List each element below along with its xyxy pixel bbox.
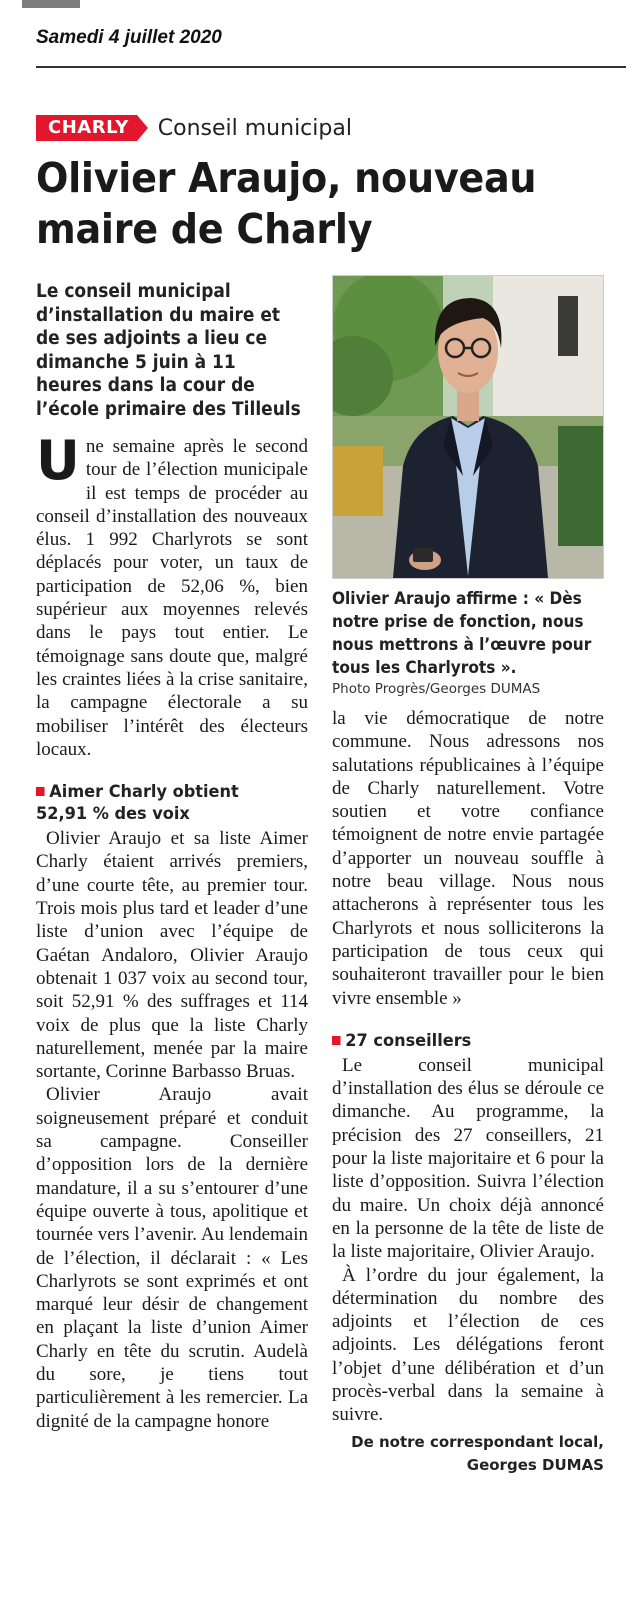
portrait-illustration xyxy=(333,276,603,578)
body-paragraph: Olivier Araujo et sa liste Aimer Charly étaient arrivés premiers, d’une courte tête, au premier tour. Trois mois plus tard et leader d’une liste d’union avec l’équipe de Gaétan Andaloro, Olivier Araujo obtenait 1 037 voix au second tour, soit 52,91 % des suffrages et 114 voix de plus que la liste Charly naturellement, menée par la maire sortante, Corinne Barbasso Bruas. xyxy=(36,828,308,1083)
byline-author: Georges DUMAS xyxy=(466,1455,604,1474)
bullet-square-icon xyxy=(332,1036,341,1045)
section-heading-text: 27 conseillers xyxy=(345,1030,472,1051)
body-paragraph: Le conseil municipal d’installation des élus se déroule ce dimanche. Au programme, la précision des 27 conseillers, 21 pour la liste majoritaire et 6 pour la liste d’opposition. Suivra l’élection du maire. Un choix déjà annoncé en la personne de la tête de liste de la liste majoritaire, Olivier Araujo. xyxy=(332,1054,604,1263)
article-lead: Le conseil municipal d’installation du maire et de ses adjoints a lieu ce dimanche 5 juin à 11 heures dans la cour de l’école primaire des Tilleuls xyxy=(36,281,301,420)
mayor-photo xyxy=(332,275,604,579)
photo-credit: Photo Progrès/Georges DUMAS xyxy=(332,681,541,697)
section-heading-results xyxy=(36,781,294,825)
section-heading-councillors xyxy=(332,1030,590,1052)
headline: Olivier Araujo, nouveau maire de Charly xyxy=(36,154,537,253)
right-column xyxy=(332,275,604,1477)
rubric-label: Conseil municipal xyxy=(157,115,352,141)
header-rule xyxy=(36,66,626,68)
body-paragraph: À l’ordre du jour également, la détermination du nombre des adjoints et l’élection de ces adjoints. Les délégations feront l’objet d’une délibération et d’un procès-verbal dans la semaine à suivre. xyxy=(332,1264,604,1426)
bullet-square-icon xyxy=(36,787,45,796)
kicker xyxy=(36,115,352,141)
drop-cap: U xyxy=(36,429,80,492)
byline-role: De notre correspondant local, xyxy=(351,1432,604,1451)
body-paragraph: Olivier Araujo avait soigneusement préparé et conduit sa campagne. Conseiller d’opposition lors de la dernière mandature, il a su s’entourer d’une équipe ouverte à tous, apolitique et tournée vers l’avenir. Au lendemain de l’élection, il déclarait : « Les Charlyrots se sont exprimés et ont marqué leur désir de changement en plaçant la liste d’union Aimer Charly en tête du scrutin. Audelà du sore, je tiens tout particulièrement à les remercier. La dignité de la campagne honore xyxy=(36,1084,308,1432)
publication-date: Samedi 4 juillet 2020 xyxy=(36,27,222,48)
intro-text: ne semaine après le second tour de l’élection municipale il est temps de procéder au conseil d’installation des nouveaux élus. 1 992 Charlyrots se sont déplacés pour voter, un taux de participation de 52,06 %, bien supérieur aux moyennes relevés dans le pays tout entier. Le témoignage sans doute que, malgré les craintes liées à la crise sanitaire, la campagne électorale a su mobiliser l’intérêt des électeurs locaux. xyxy=(36,436,308,760)
location-tag: CHARLY xyxy=(36,115,137,141)
top-bar-mark xyxy=(22,0,80,8)
continuation-paragraph: la vie démocratique de notre commune. Nous adressons nos salutations républicaines à l’équipe de Charly naturellement. Votre soutien et votre confiance témoignent de notre envie partagée d’apporter un nouveau souffle à notre beau village. Nous nous attacherons à représenter tous les Charlyrots et nous solliciterons la participation de tous ceux qui souhaiteront travailler pour le bien vivre ensemble » xyxy=(332,708,604,1009)
left-column xyxy=(36,280,308,1433)
byline xyxy=(332,1431,604,1477)
intro-paragraph xyxy=(36,429,308,761)
photo-caption: Olivier Araujo affirme : « Dès notre prise de fonction, nous nous mettrons à l’œuvre pour tous les Charlyrots ». xyxy=(332,589,592,677)
section-heading-text: Aimer Charly obtient 52,91 % des voix xyxy=(36,782,239,825)
location-tag-arrow xyxy=(137,115,148,141)
